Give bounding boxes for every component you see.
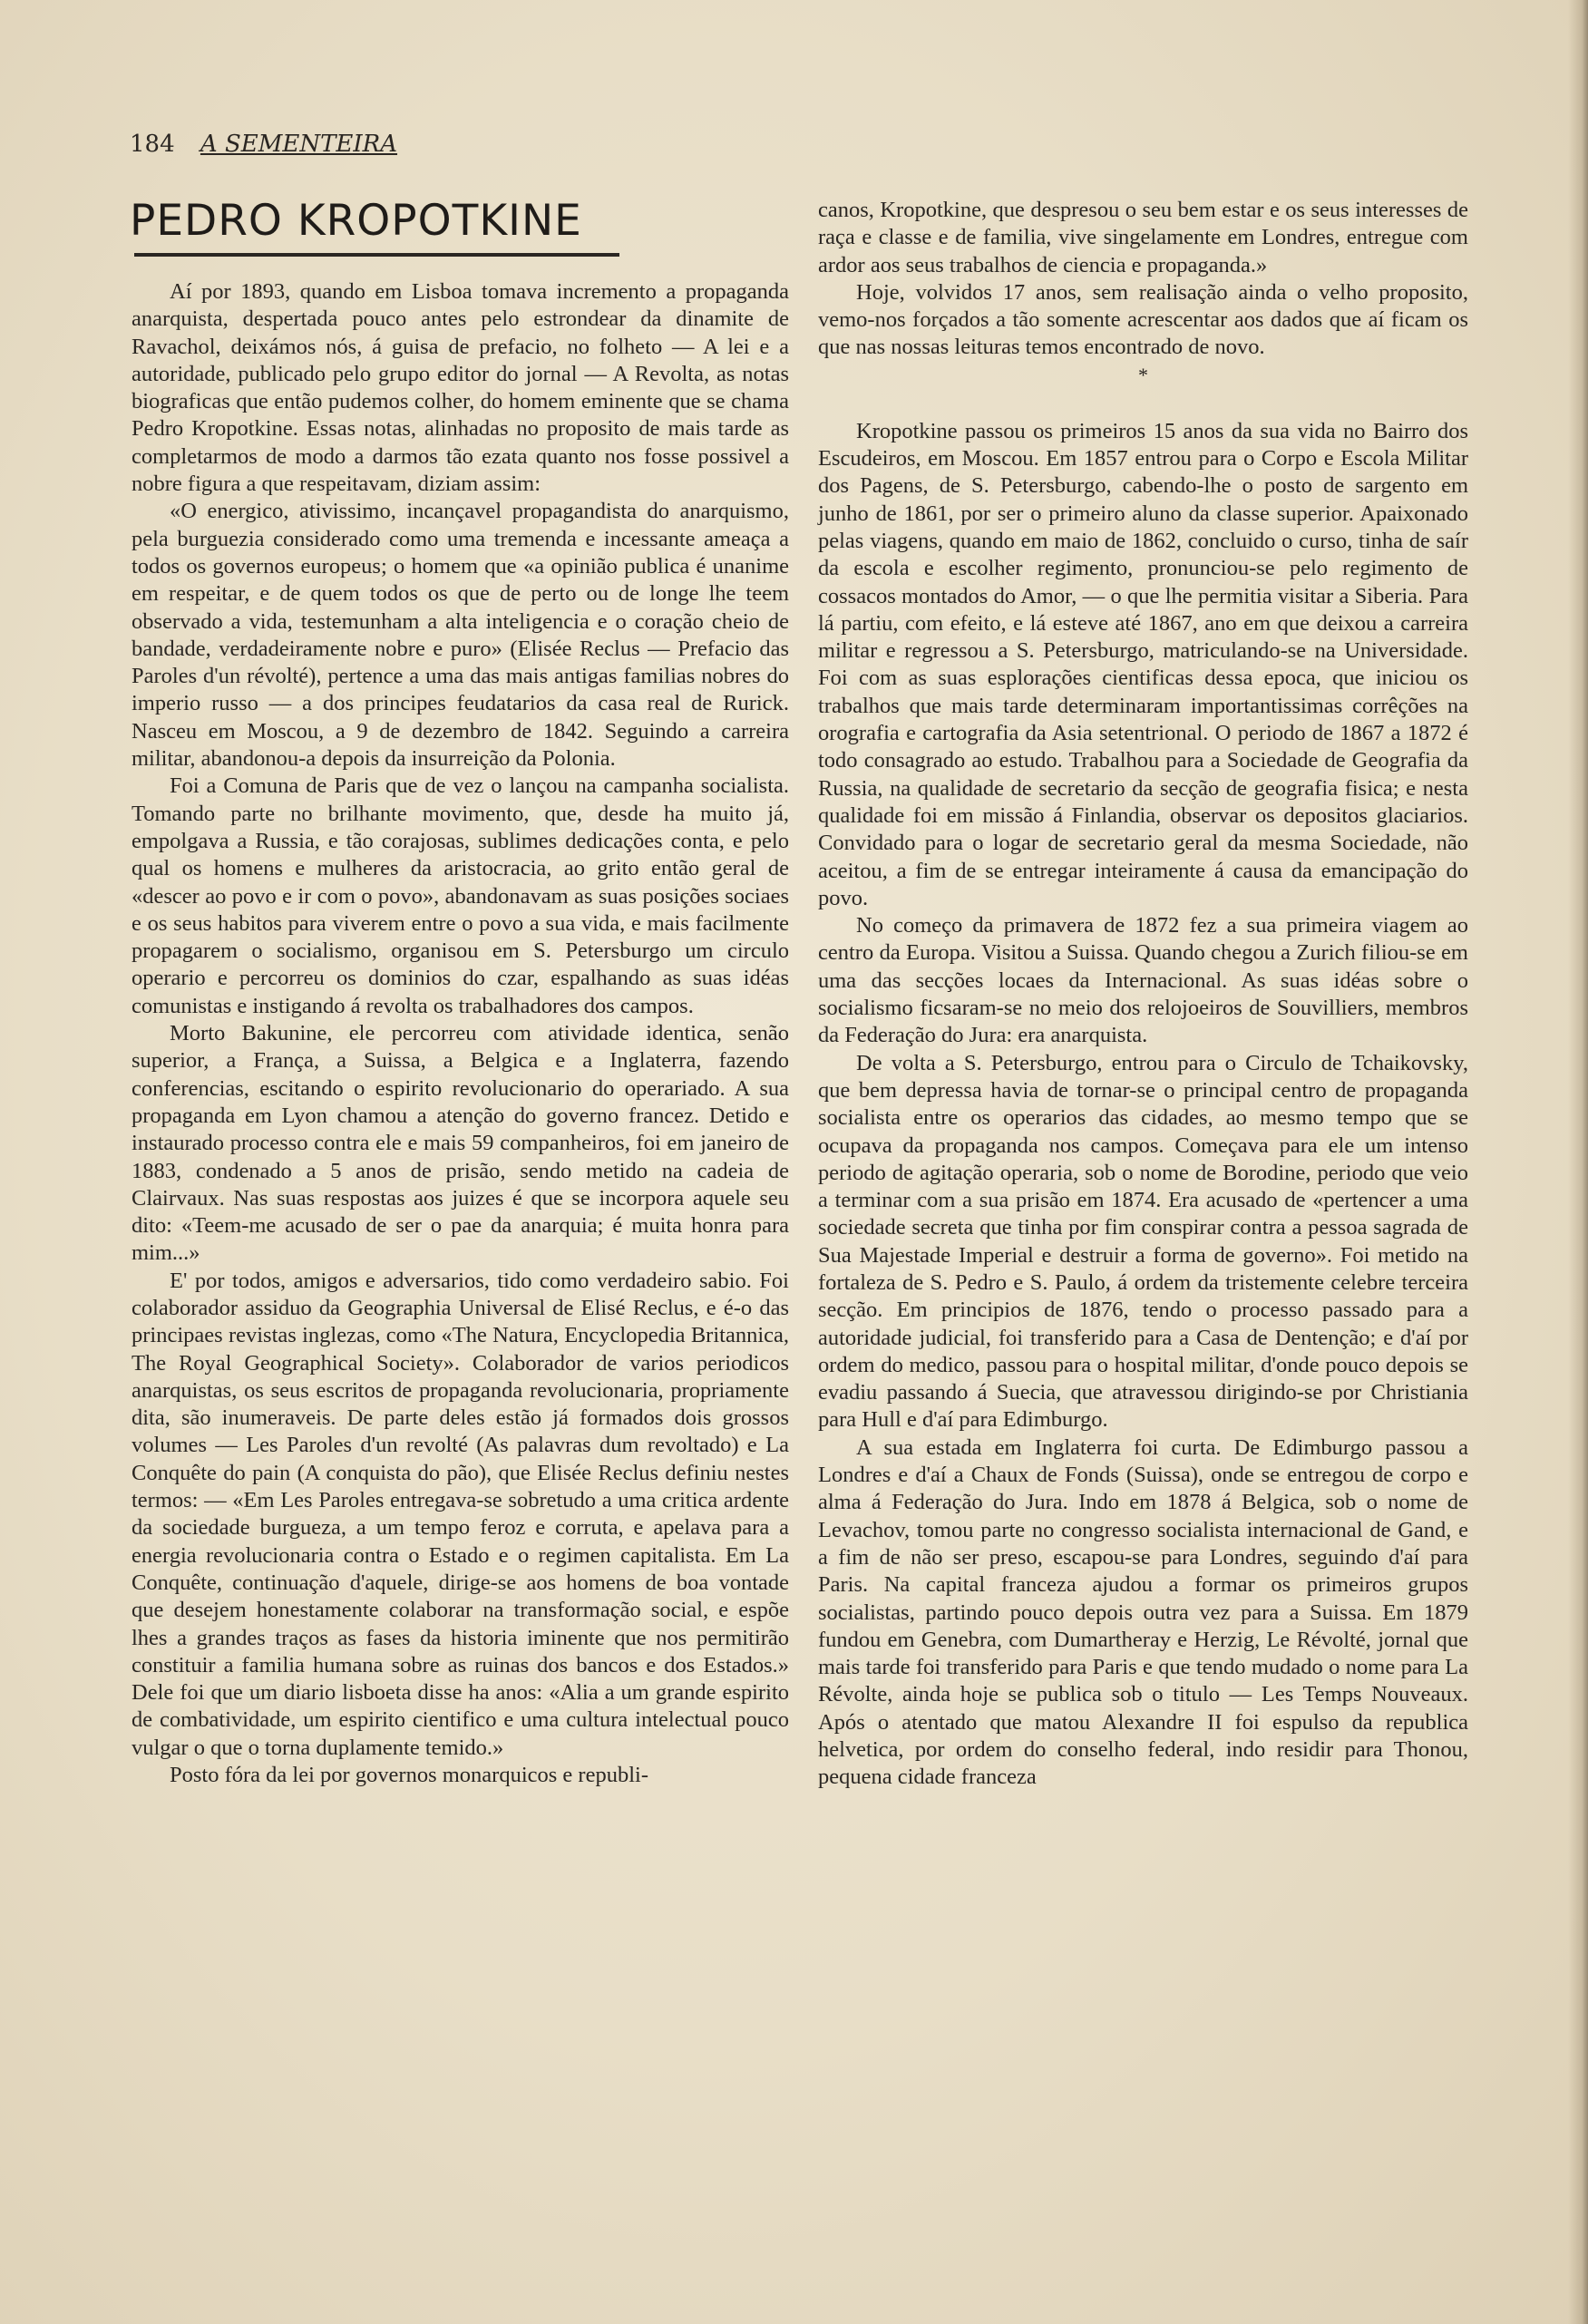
paragraph: A sua estada em Inglaterra foi curta. De Edimburgo passou a Londres e d'aí a Chaux de Fonds (Suissa), onde se entregou de corpo e alma á Federação do Jura. Indo em 1878 á Belgica, sob o nome de Levachov, tomou parte no congresso socialista internacional de Gand, e a fim de não ser preso, escapou-se para Londres, seguindo d'aí para Paris. Na capital franceza ajudou a formar os primeiros grupos socialistas, partindo pouco depois outra vez para a Suissa. Em 1879 fundou em Genebra, com Dumartheray e Herzig, Le Révolté, jornal que mais tarde foi transferido para Paris e que tendo mudado o nome para La Révolte, ainda hoje se publica sob o titulo — Les Temps Nouveaux. Após o atentado que matou Alexandre II foi espulso da republica helvetica, por ordem do conselho federal, indo residir para Thonou, pequena cidade franceza xyxy=(818,1434,1468,1790)
page-number: 184 xyxy=(130,131,175,158)
paragraph: Foi a Comuna de Paris que de vez o lançou na campanha socialista. Tomando parte no brilhante movimento, que, desde ha muito já, empolgava a Russia, e tão corajosas, sublimes dedicações conta, e pelo qual os homens e mulheres da aristocracia, ao grito então geral de «descer ao povo e ir com o povo», abandonavam as suas posições sociaes e os seus habitos para viverem entre o povo a sua vida, e mais facilmente propagarem o socialismo, organisou em S. Petersburgo um circulo operario e percorreu os dominios do czar, espalhando as suas idéas comunistas e instigando á revolta os trabalhadores dos campos. xyxy=(132,773,789,1018)
paragraph: No começo da primavera de 1872 fez a sua primeira viagem ao centro da Europa. Visitou a Suissa. Quando chegou a Zurich filiou-se em uma das secções locaes da Internacional. As suas idéas sobre o socialismo ficsaram-se no meio dos relojoeiros de Souvilliers, membros da Federação do Jura: era anarquista. xyxy=(818,913,1468,1048)
paragraph: De volta a S. Petersburgo, entrou para o Circulo de Tchaikovsky, que bem depressa havia de tornar-se o principal centro de propaganda socialista entre os operarios das cidades, ao mesmo tempo que se ocupava da propaganda nos campos. Começava para ele um intenso periodo de agitação operaria, sob o nome de Borodine, periodo que veio a terminar com a sua prisão em 1874. Era acusado de «pertencer a uma sociedade secreta que tinha por fim conspirar contra a pessoa sagrada de Sua Majestade Imperial e destruir a forma de governo». Foi metido na fortaleza de S. Pedro e S. Paulo, á ordem da tristemente celebre terceira secção. Em principios de 1876, tendo o processo passado para a autoridade judicial, foi transferido para a Casa de Dentenção; e d'aí por ordem do medico, passou para o hospital militar, d'onde pouco depois se evadiu passando á Suecia, que atravessou dirigindo-se por Christiania para Hull e d'aí para Edimburgo. xyxy=(818,1050,1468,1433)
journal-title: A SEMENTEIRA xyxy=(200,131,398,158)
page-edge-shadow xyxy=(1568,0,1588,2324)
section-separator: * xyxy=(1138,363,1148,386)
left-column xyxy=(132,278,789,1789)
paragraph: Posto fóra da lei por governos monarquicos e republi- xyxy=(170,1763,648,1788)
paragraph: «O energico, ativissimo, incançavel propagandista do anarquismo, pela burguezia considerado como uma tremenda e incessante ameaça a todos os governos europeus; o homem que «a opinião publica é unanime em respeitar, e de quem todos os que de perto ou de longe lhe teem observado a vida, testemunham a alta inteligencia e o coração cheio de bandade, verdadeiramente nobre e puro» (Elisée Reclus — Prefacio das Paroles d'un révolté), pertence a uma das mais antigas familias nobres do imperio russo — a dos principes feudatarios da casa real de Rurick. Nasceu em Moscou, a 9 de dezembro de 1842. Seguindo a carreira militar, abandonou-a depois da insurreição da Polonia. xyxy=(132,499,789,772)
paragraph: E' por todos, amigos e adversarios, tido como verdadeiro sabio. Foi colaborador assiduo da Geographia Universal de Elisé Reclus, e é-o das principaes revistas inglezas, como «The Natura, Encyclopedia Britannica, The Royal Geographical Society». Colaborador de varios periodicos anarquistas, os seus escritos de propaganda revolucionaria, propriamente dita, são inumeraveis. De parte deles estão já formados dois grossos volumes — Les Paroles d'un revolté (As palavras dum revoltado) e La Conquête do pain (A conquista do pão), que Elisée Reclus definiu nestes termos: — «Em Les Paroles entregava-se sobretudo a uma critica ardente da sociedade burgueza, a um tempo feroz e corruta, e apelava para a energia revolucionaria contra o Estado e o regimen capitalista. Em La Conquête, continuação d'aquele, dirige-se aos homens de boa vontade que desejem honestamente colaborar na transformação social, e espõe lhes a grandes traços as fases da historia iminente que nos permitirão constituir a familia humana sobre as ruinas dos bancos e dos Estados.» Dele foi que um diario lisboeta disse ha anos: «Alia a um grande espirito de combatividade, um espirito cientifico e uma cultura intelectual pouco vulgar o que o torna duplamente temido.» xyxy=(132,1268,789,1760)
paragraph: Aí por 1893, quando em Lisboa tomava incremento a propaganda anarquista, despertada pouco antes pelo estrondear da dinamite de Ravachol, deixámos nós, á guisa de prefacio, no folheto — A lei e a autoridade, publicado pelo grupo editor do jornal — A Revolta, as notas biograficas que então pudemos colher, do homem eminente que se chama Pedro Kropotkine. Essas notas, alinhadas no proposito de mais tarde as completarmos de modo a darmos tão ezata quanto nos fosse possivel a nobre figura a que respeitavam, diziam assim: xyxy=(132,279,789,497)
article-title: PEDRO KROPOTKINE xyxy=(130,196,582,246)
paragraph: canos, Kropotkine, que despresou o seu bem estar e os seus interesses de raça e classe e de familia, vive singelamente em Londres, entregue com ardor aos seus trabalhos de ciencia e propaganda.» xyxy=(818,198,1468,277)
paragraph: Hoje, volvidos 17 anos, sem realisação ainda o velho proposito, vemo-nos forçados a tão somente acrescentar aos dados que aí ficam os que nas nossas leituras temos encontrado de novo. xyxy=(818,279,1468,360)
title-underline xyxy=(134,253,619,257)
right-column xyxy=(818,197,1468,1792)
paragraph: Kropotkine passou os primeiros 15 anos da sua vida no Bairro dos Escudeiros, em Moscou. Em 1857 entrou para o Corpo e Escola Militar dos Pagens, de S. Petersburgo, cabendo-lhe o posto de sargento em junho de 1861, por ser o primeiro aluno da classe superior. Apaixonado pelas viagens, quando em maio de 1862, concluido o curso, tinha de saír da escola e escolher regimento, pronunciou-se pelo regimento de cossacos montados do Amor, — o que lhe permitia visitar a Siberia. Para lá partiu, com efeito, e lá esteve até 1867, ano em que deixou a carreira militar e regressou a S. Petersburgo, matriculando-se na Universidade. Foi com as suas esplorações cientificas dessa epoca, que iniciou os trabalhos que mais tarde determinaram importantissimas corrêções na orografia e cartografia da Asia setentrional. O periodo de 1867 a 1872 é todo consagrado ao estudo. Trabalhou para a Sociedade de Geografia da Russia, na qualidade de secretario da secção de geografia fisica; e nesta qualidade foi em missão á Finlandia, observar os depositos glaciarios. Convidado para o logar de secretario geral da mesma Sociedade, não aceitou, a fim de se entregar inteiramente á causa da emancipação do povo. xyxy=(818,418,1468,910)
running-head xyxy=(130,129,438,160)
paragraph: Morto Bakunine, ele percorreu com atividade identica, senão superior, a França, a Suissa, a Belgica e a Inglaterra, fazendo conferencias, escitando o espirito revolucionario do operariado. A sua propaganda em Lyon chamou a atenção do governo francez. Detido e instaurado processo contra ele e mais 59 companheiros, foi em janeiro de 1883, condenado a 5 anos de prisão, sendo metido na cadeia de Clairvaux. Nas suas respostas aos juizes é que se incorpora aquele seu dito: «Teem-me acusado de ser o pae da anarquia; é muita honra para mim...» xyxy=(132,1021,789,1266)
